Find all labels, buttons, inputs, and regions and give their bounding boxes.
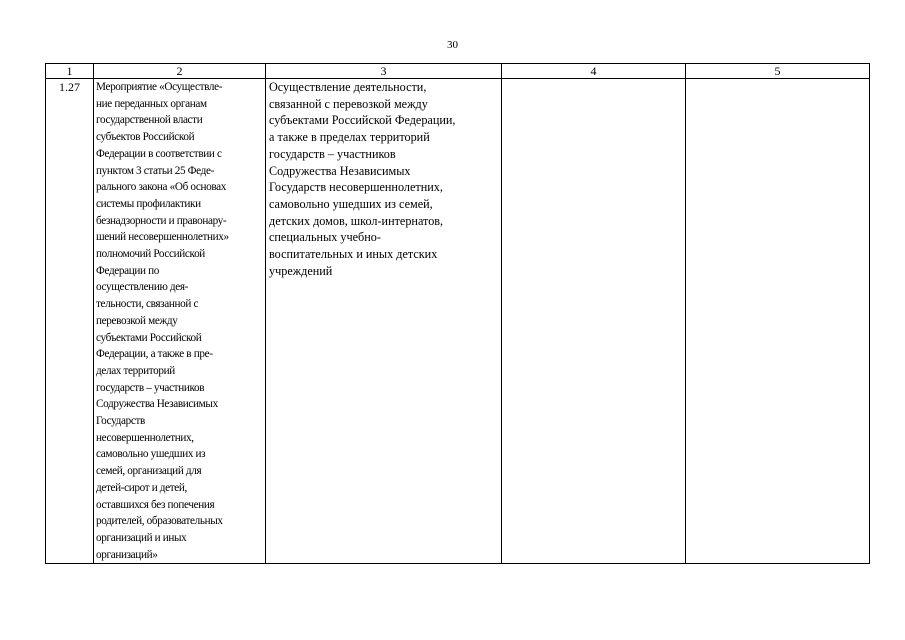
measure-line: семей, организаций для: [96, 465, 202, 478]
measure-line: государственной власти: [96, 114, 203, 127]
measure-line: шений несовершеннолетних»: [96, 231, 229, 244]
table-row: [46, 79, 870, 564]
activity-line: связанной с перевозкой между: [269, 96, 428, 111]
activity-line: воспитательных и иных детских: [269, 247, 438, 262]
activity-line: Осуществление деятельности,: [269, 80, 427, 94]
measure-line: Федерации в соответствии с: [96, 147, 222, 160]
measure-line: субъектами Российской: [96, 331, 202, 344]
column-header-5: 5: [686, 64, 870, 79]
activity-line: детских домов, школ-интернатов,: [269, 213, 444, 228]
column-header-3: 3: [266, 64, 502, 79]
measure-line: Содружества Независимых: [96, 398, 218, 411]
column-4-cell: [502, 79, 686, 564]
activity-line: субъектами Российской Федерации,: [269, 113, 456, 128]
measure-line: полномочий Российской: [96, 248, 205, 261]
measure-line: субъектов Российской: [96, 131, 195, 144]
measure-line: Государств: [96, 415, 145, 428]
measure-line: пунктом 3 статьи 25 Феде-: [96, 164, 214, 177]
measure-line: родителей, образовательных: [96, 515, 223, 528]
measure-line: детей-сирот и детей,: [96, 481, 187, 494]
activity-line: Государств несовершеннолетних,: [269, 180, 443, 195]
row-number: 1.27: [46, 79, 94, 564]
measure-line: перевозкой между: [96, 314, 178, 327]
column-header-1: 1: [46, 64, 94, 79]
activity-description: [266, 79, 502, 564]
measure-line: государств – участников: [96, 381, 205, 394]
measure-line: безнадзорности и правонару-: [96, 214, 227, 227]
measure-line: осуществлению дея-: [96, 281, 189, 294]
measure-line: ние переданных органам: [96, 97, 207, 110]
activity-line: государств – участников: [269, 146, 396, 161]
measure-line: Федерации, а также в пре-: [96, 348, 213, 361]
measure-line: системы профилактики: [96, 197, 201, 210]
activity-line: учреждений: [269, 263, 333, 278]
measure-line: организаций»: [96, 548, 158, 561]
activity-line: самовольно ушедших из семей,: [269, 196, 433, 211]
measure-line: Мероприятие «Осуществле-: [96, 81, 223, 93]
measure-line: организаций и иных: [96, 531, 187, 544]
activity-line: а также в пределах территорий: [269, 130, 430, 145]
measure-description: [94, 79, 266, 564]
column-header-2: 2: [94, 64, 266, 79]
activity-line: специальных учебно-: [269, 230, 381, 245]
column-5-cell: [686, 79, 870, 564]
measure-line: тельности, связанной с: [96, 298, 199, 311]
column-header-4: 4: [502, 64, 686, 79]
measure-line: рального закона «Об основах: [96, 181, 227, 194]
page-number: 30: [447, 39, 458, 51]
measure-line: Федерации по: [96, 264, 160, 277]
measure-line: делах территорий: [96, 364, 175, 377]
measure-line: несовершеннолетних,: [96, 431, 194, 444]
measure-line: самовольно ушедших из: [96, 448, 206, 461]
measure-line: оставшихся без попечения: [96, 498, 215, 511]
activity-line: Содружества Независимых: [269, 163, 411, 178]
table-header-row: [46, 64, 870, 79]
document-table: [45, 63, 870, 564]
